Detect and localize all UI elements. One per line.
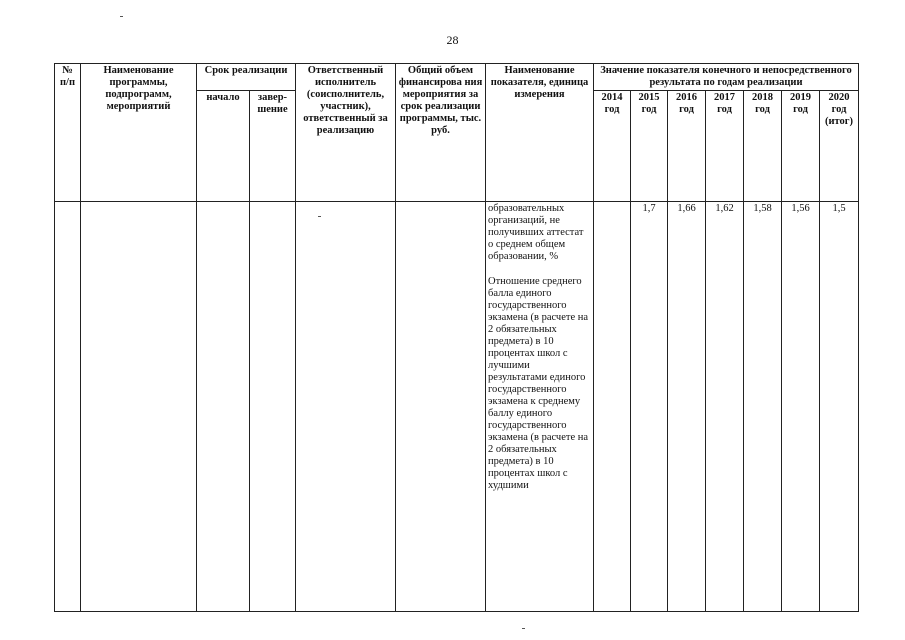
cell-indicator bbox=[486, 202, 594, 612]
header-responsible: Ответственный исполнитель (соисполнитель, участник), ответственный за реализацию bbox=[296, 64, 396, 202]
header-year-2018: 2018 год bbox=[744, 91, 782, 202]
scan-speck bbox=[318, 216, 321, 217]
header-year-2019: 2019 год bbox=[782, 91, 820, 202]
program-indicators-table bbox=[54, 63, 859, 612]
scan-speck bbox=[120, 16, 123, 17]
value-2020: 1,5 bbox=[820, 202, 859, 612]
header-term-start: начало bbox=[197, 91, 250, 202]
header-term-end: завер-шение bbox=[250, 91, 296, 202]
value-2018: 1,58 bbox=[744, 202, 782, 612]
value-2017: 1,62 bbox=[706, 202, 744, 612]
page-number: 28 bbox=[446, 33, 459, 47]
header-term: Срок реализации bbox=[197, 64, 296, 91]
table-row bbox=[55, 202, 859, 612]
cell-num bbox=[55, 202, 81, 612]
value-2015: 1,7 bbox=[631, 202, 668, 612]
indicator-text-2: Отношение среднего балла единого государственного экзамена (в расчете на 2 обязательных предмета) в 10 процентах школ с лучшими результатами единого государственного экзамена к среднему баллу единого государственного экзамена (в расчете на 2 обязательных предмета) в 10 процентах школ с худшими bbox=[488, 276, 589, 491]
cell-responsible bbox=[296, 202, 396, 612]
header-num: № п/п bbox=[55, 64, 81, 202]
cell-term-start bbox=[197, 202, 250, 612]
header-year-2016: 2016 год bbox=[668, 91, 706, 202]
indicator-text-1: образовательных организаций, не получивших аттестат о среднем общем образовании, % bbox=[488, 203, 584, 262]
header-year-2014: 2014 год bbox=[594, 91, 631, 202]
header-values-group: Значение показателя конечного и непосредственного результата по годам реализации bbox=[594, 64, 859, 91]
scan-speck bbox=[522, 628, 525, 629]
header-funding: Общий объем финансирова ния мероприятия за срок реализации программы, тыс. руб. bbox=[396, 64, 486, 202]
value-2016: 1,66 bbox=[668, 202, 706, 612]
header-year-2015: 2015 год bbox=[631, 91, 668, 202]
value-2014 bbox=[594, 202, 631, 612]
header-year-2020: 2020 год (итог) bbox=[820, 91, 859, 202]
cell-funding bbox=[396, 202, 486, 612]
cell-name bbox=[81, 202, 197, 612]
header-year-2017: 2017 год bbox=[706, 91, 744, 202]
header-indicator: Наименование показателя, единица измерения bbox=[486, 64, 594, 202]
header-name: Наименование программы, подпрограмм, мероприятий bbox=[81, 64, 197, 202]
cell-term-end bbox=[250, 202, 296, 612]
value-2019: 1,56 bbox=[782, 202, 820, 612]
